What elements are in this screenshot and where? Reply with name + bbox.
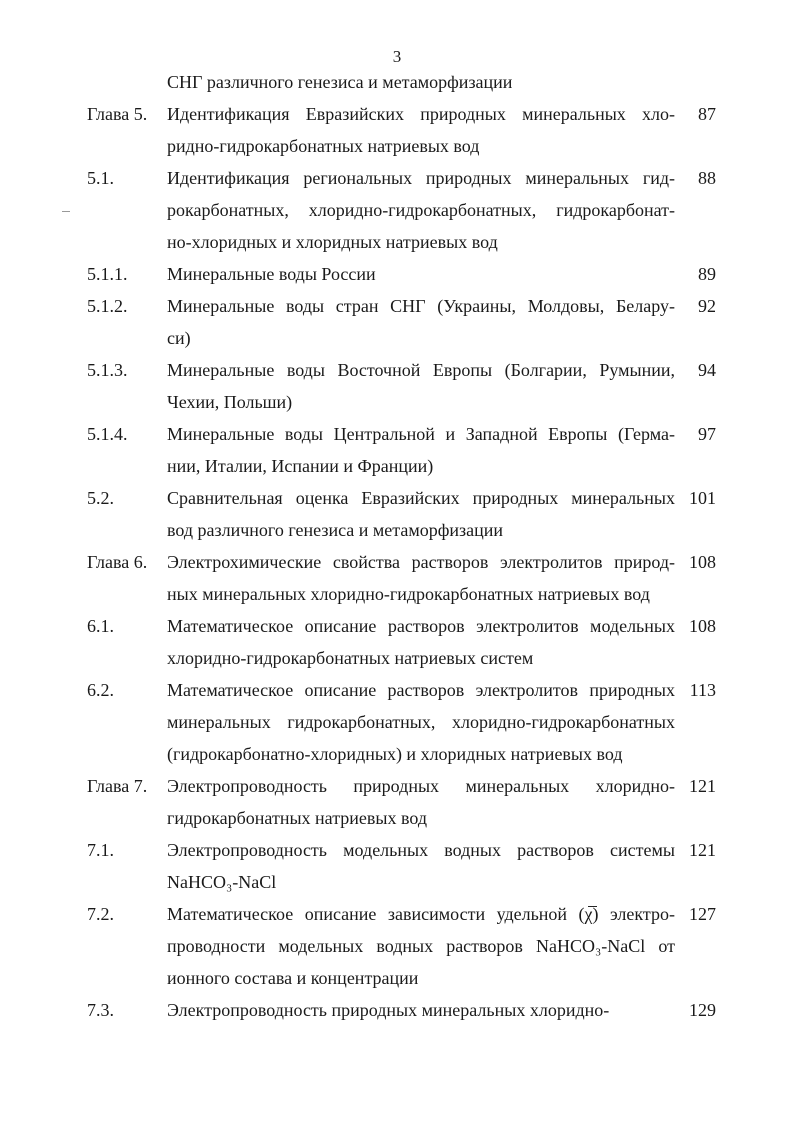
toc-entry-page: 129	[689, 1000, 716, 1020]
toc-entry	[87, 770, 727, 834]
toc-entry-title-line: ных минеральных хлоридно-гидрокарбонатных натриевых вод	[167, 584, 650, 604]
table-of-contents	[87, 66, 727, 1026]
toc-continuation-line: СНГ различного генезиса и метаморфизации	[167, 72, 513, 92]
toc-entry-title-line: хлоридно-гидрокарбонатных натриевых систем	[167, 648, 534, 668]
toc-entry	[87, 898, 727, 994]
toc-entry-title-line: рокарбонатных, хлоридно-гидрокарбонатных, гидрокарбонат-	[167, 200, 675, 220]
toc-entry-title-line: Чехии, Польши)	[167, 392, 293, 412]
toc-entry-page: 121	[689, 776, 716, 796]
toc-entry-page: 127	[689, 904, 716, 924]
toc-entry-number: 7.2.	[87, 904, 114, 924]
toc-entry-number: Глава 5.	[87, 104, 148, 124]
toc-entry-title	[167, 546, 675, 610]
toc-entry-title-line: Электропроводность природных минеральных хлоридно-	[167, 1000, 610, 1020]
toc-entry-number: 7.1.	[87, 840, 114, 860]
toc-entry	[87, 258, 727, 290]
toc-entry	[87, 354, 727, 418]
toc-entry-number: 5.1.2.	[87, 296, 128, 316]
toc-entry-title-line: Минеральные воды Восточной Европы (Болгарии, Румынии,	[167, 360, 675, 380]
toc-entry-page: 108	[689, 552, 716, 572]
toc-entry-title	[167, 994, 675, 1026]
toc-entry-number: Глава 7.	[87, 776, 148, 796]
toc-entry-title	[167, 162, 675, 258]
toc-entry-page: 113	[689, 680, 716, 700]
toc-entry-title-line: Идентификация Евразийских природных минеральных хло-	[167, 104, 675, 124]
toc-entry-title	[167, 674, 675, 770]
toc-entry-title	[167, 354, 675, 418]
toc-entry-title	[167, 258, 675, 290]
toc-entry	[87, 994, 727, 1026]
toc-entry-title-line: вод различного генезиса и метаморфизации	[167, 520, 504, 540]
toc-entry-title-line: Минеральные воды России	[167, 264, 376, 284]
toc-entry-title	[167, 66, 675, 98]
toc-entry-number: 5.1.1.	[87, 264, 128, 284]
toc-entry	[87, 418, 727, 482]
toc-entry-page: 94	[698, 360, 716, 380]
toc-entry-title-line: Идентификация региональных природных минеральных гид-	[167, 168, 675, 188]
toc-entry-title-line: но-хлоридных и хлоридных натриевых вод	[167, 232, 498, 252]
toc-entry-title-line: проводности модельных водных растворов NaHCO₃-NaCl от	[167, 936, 675, 956]
toc-entry-title	[167, 290, 675, 354]
toc-entry-title-line: Сравнительная оценка Евразийских природных минеральных	[167, 488, 675, 508]
toc-entry-title-line: Математическое описание растворов электролитов модельных	[167, 616, 675, 636]
toc-entry	[87, 546, 727, 610]
toc-entry	[87, 98, 727, 162]
toc-entry-page: 92	[698, 296, 716, 316]
toc-entry-title-line: Электропроводность природных минеральных хлоридно-	[167, 776, 675, 796]
toc-entry-page: 88	[698, 168, 716, 188]
toc-entry-title	[167, 770, 675, 834]
toc-entry-title-line: Минеральные воды стран СНГ (Украины, Молдовы, Белару-	[167, 296, 675, 316]
toc-entry-page: 89	[698, 264, 716, 284]
toc-entry	[87, 290, 727, 354]
toc-entry-page: 97	[698, 424, 716, 444]
toc-entry	[87, 834, 727, 898]
toc-entry-page: 87	[698, 104, 716, 124]
toc-entry-title-line: Математическое описание растворов электролитов природных	[167, 680, 675, 700]
toc-entry	[87, 162, 727, 258]
toc-entry-title	[167, 834, 675, 898]
toc-entry-title-line: си)	[167, 328, 191, 348]
toc-entry-title-line: Математическое описание зависимости удельной (χ̅) электро-	[167, 904, 675, 924]
toc-entry-page: 101	[689, 488, 716, 508]
toc-entry-number: 5.1.3.	[87, 360, 128, 380]
toc-entry-number: 5.1.	[87, 168, 114, 188]
toc-entry	[87, 674, 727, 770]
toc-entry-number: 6.2.	[87, 680, 114, 700]
toc-entry-title	[167, 898, 675, 994]
page-number: 3	[392, 47, 402, 66]
toc-entry-title-line: Электропроводность модельных водных растворов системы	[167, 840, 675, 860]
toc-entry-title-line: минеральных гидрокарбонатных, хлоридно-гидрокарбонатных	[167, 712, 675, 732]
toc-entry	[87, 482, 727, 546]
toc-entry-number: 5.2.	[87, 488, 114, 508]
toc-entry-title-line: ридно-гидрокарбонатных натриевых вод	[167, 136, 480, 156]
toc-entry-title	[167, 418, 675, 482]
toc-entry-title-line: Электрохимические свойства растворов электролитов природ-	[167, 552, 675, 572]
toc-entry-title-line: NaHCO₃-NaCl	[167, 872, 277, 892]
toc-entry-title-line: (гидрокарбонатно-хлоридных) и хлоридных натриевых вод	[167, 744, 623, 764]
toc-entry-title-line: ионного состава и концентрации	[167, 968, 419, 988]
toc-entry-title	[167, 98, 675, 162]
toc-entry-title-line: нии, Италии, Испании и Франции)	[167, 456, 434, 476]
toc-entry-number: 6.1.	[87, 616, 114, 636]
toc-entry-title	[167, 610, 675, 674]
toc-continuation-row	[87, 66, 727, 98]
toc-entry-number: 5.1.4.	[87, 424, 128, 444]
toc-entry-number: Глава 6.	[87, 552, 148, 572]
toc-entry-title	[167, 482, 675, 546]
toc-entry-page: 121	[689, 840, 716, 860]
margin-mark	[62, 211, 70, 212]
toc-entry-title-line: гидрокарбонатных натриевых вод	[167, 808, 428, 828]
toc-entry-page: 108	[689, 616, 716, 636]
toc-entry	[87, 610, 727, 674]
toc-entry-title-line: Минеральные воды Центральной и Западной Европы (Герма-	[167, 424, 675, 444]
toc-entry-number: 7.3.	[87, 1000, 114, 1020]
